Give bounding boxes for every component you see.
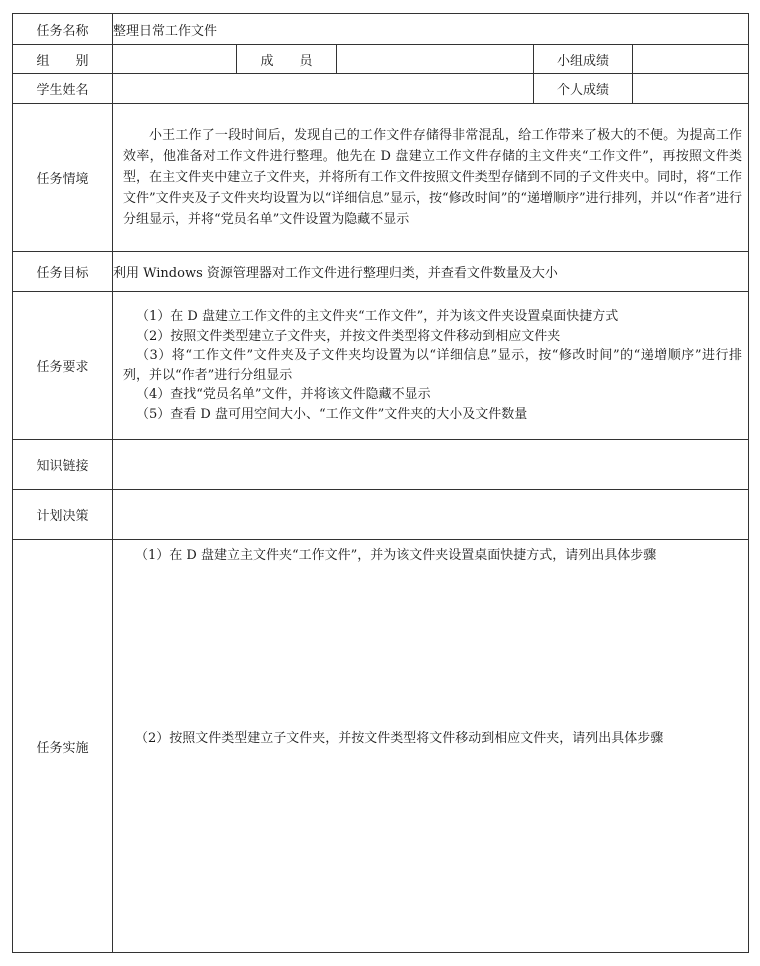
requirement-item: （5）查看 D 盘可用空间大小、“工作文件”文件夹的大小及文件数量: [136, 406, 528, 422]
requirements-list: [113, 301, 748, 430]
plan-value[interactable]: [113, 490, 749, 540]
implementation-step: （1）在 D 盘建立主文件夹“工作文件”，并为该文件夹设置桌面快捷方式，请列出具体步骤: [135, 548, 657, 563]
implementation-cell[interactable]: [113, 540, 749, 953]
requirement-item: （2）按照文件类型建立子文件夹，并按文件类型将文件移动到相应文件夹: [136, 328, 561, 344]
requirement-item: （1）在 D 盘建立工作文件的主文件夹“工作文件”，并为该文件夹设置桌面快捷方式: [136, 309, 619, 324]
implementation-label: 任务实施: [13, 540, 113, 953]
personal-score-label: 个人成绩: [534, 74, 633, 104]
task-name-label: 任务名称: [13, 14, 113, 45]
task-name-value: 整理日常工作文件: [113, 14, 749, 45]
situation-text: 小王工作了一段时间后，发现自己的工作文件存储得非常混乱，给工作带来了极大的不便。为提高工作效率，他准备对工作文件进行整理。他先在 D 盘建立工作文件存储的主文件夹“工作文件”，再按照文件类型，在主文件夹中建立子文件夹，并将所有工作文件按照文件类型存储到不同的子文件夹中。同时，将“工作文件”文件夹及子文件夹均设置为以“详细信息”显示，按“修改时间”的“递增顺序”进行排列，并以“作者”进行分组显示，并将“党员名单”文件设置为隐藏不显示: [123, 128, 743, 227]
requirements-label: 任务要求: [13, 292, 113, 440]
goal-text: 利用 Windows 资源管理器对工作文件进行整理归类，并查看文件数量及大小: [113, 252, 749, 292]
knowledge-value[interactable]: [113, 440, 749, 490]
student-name-label: 学生姓名: [13, 74, 113, 104]
requirements-cell: [113, 292, 749, 440]
group-score-value[interactable]: [633, 45, 749, 74]
group-label: 组 别: [13, 45, 113, 74]
knowledge-label: 知识链接: [13, 440, 113, 490]
implementation-step: （2）按照文件类型建立子文件夹，并按文件类型将文件移动到相应文件夹，请列出具体步骤: [135, 731, 664, 746]
task-form-table: [12, 13, 749, 953]
member-label: 成 员: [237, 45, 337, 74]
requirement-item: （3）将“工作文件”文件夹及子文件夹均设置为以“详细信息”显示，按“修改时间”的“递增顺序”进行排列，并以“作者”进行分组显示: [123, 348, 743, 383]
goal-label: 任务目标: [13, 252, 113, 292]
group-value[interactable]: [113, 45, 237, 74]
situation-cell: [113, 104, 749, 252]
member-value[interactable]: [337, 45, 534, 74]
situation-label: 任务情境: [13, 104, 113, 252]
student-name-value[interactable]: [113, 74, 534, 104]
requirement-item: （4）查找“党员名单”文件，并将该文件隐藏不显示: [136, 387, 431, 402]
group-score-label: 小组成绩: [534, 45, 633, 74]
plan-label: 计划决策: [13, 490, 113, 540]
personal-score-value[interactable]: [633, 74, 749, 104]
